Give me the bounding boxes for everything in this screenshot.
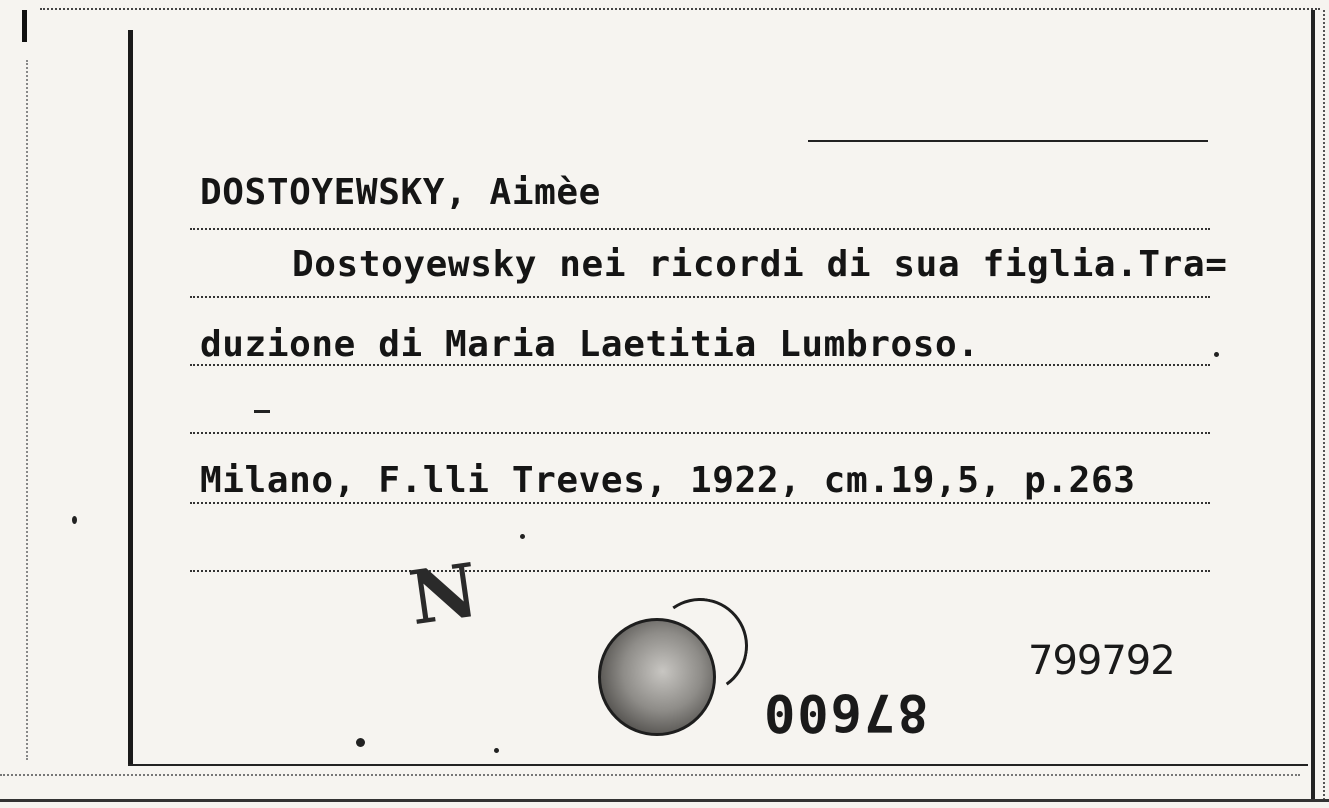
ink-speck [1214,352,1219,357]
ruled-line [190,432,1210,434]
card-bottom-dotted-edge [0,774,1300,776]
ink-speck [520,534,525,539]
card-right-edge [1311,10,1315,800]
ink-speck [72,516,77,524]
top-rule [808,140,1208,142]
shelf-number: 799792 [1028,638,1175,684]
inner-margin-line [128,30,133,765]
left-edge-mark [22,10,27,42]
stamp-letter: N [404,547,482,643]
ink-speck [494,748,499,753]
inventory-number: 87600 [762,682,929,742]
inner-bottom-line [128,764,1308,766]
ruled-line [190,228,1210,230]
author-heading: DOSTOYEWSKY, Aimèe [200,172,601,213]
card-right-dotted-edge [1323,10,1325,800]
card-bottom-edge [0,799,1329,802]
dash-mark [254,410,270,413]
ink-speck [356,738,365,747]
card-top-edge [40,8,1320,10]
ruled-line [190,570,1210,572]
title-line-1: Dostoyewsky nei ricordi di sua figlia.Tra= [292,244,1228,285]
ruled-line [190,296,1210,298]
left-dotted-edge [26,60,28,760]
title-line-2: duzione di Maria Laetitia Lumbroso. [200,324,980,365]
imprint-line: Milano, F.lli Treves, 1922, cm.19,5, p.263 [200,460,1136,501]
punch-hole [598,618,716,736]
ruled-line [190,502,1210,504]
